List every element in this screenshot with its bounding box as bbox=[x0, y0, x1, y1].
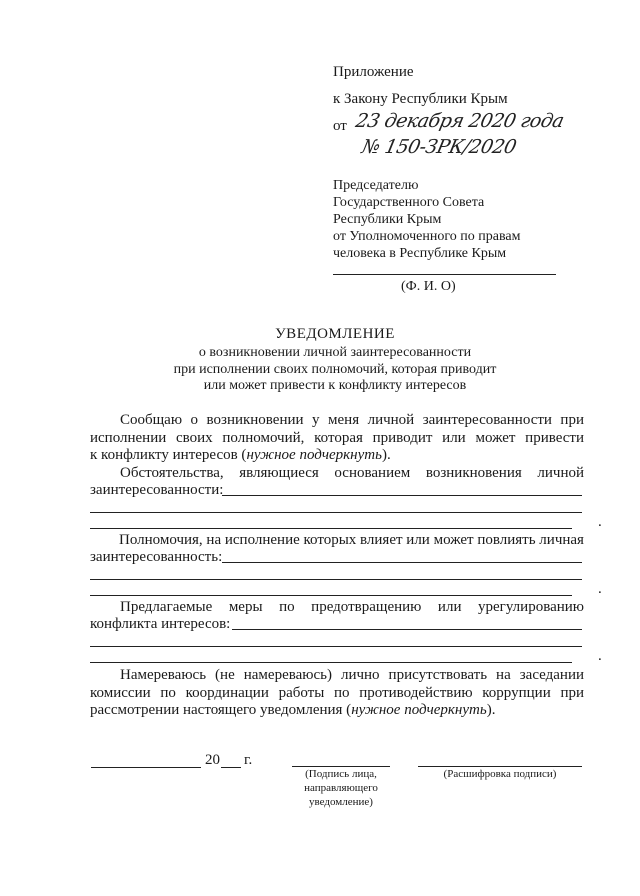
measures-blank-2[interactable] bbox=[90, 646, 582, 647]
p4-line-1: Предлагаемые меры по предотвращению или урегулированию bbox=[120, 599, 584, 615]
addressee-line-3: Республики Крым bbox=[333, 212, 442, 227]
year-suffix: г. bbox=[244, 752, 253, 768]
addressee-line-2: Государственного Совета bbox=[333, 195, 485, 210]
date-prefix: от bbox=[333, 118, 347, 134]
circumstances-blank-1[interactable] bbox=[222, 495, 582, 496]
date-blank-line[interactable] bbox=[91, 767, 201, 768]
p2-line-2-label: заинтересованности: bbox=[90, 482, 224, 498]
circumstances-blank-3[interactable] bbox=[90, 528, 572, 529]
powers-blank-1[interactable] bbox=[222, 562, 582, 563]
addressee-line-1: Председателю bbox=[333, 178, 419, 193]
signature-caption-2: направляющего bbox=[304, 782, 378, 794]
measures-blank-3[interactable] bbox=[90, 662, 572, 663]
signature-decoding-caption: (Расшифровка подписи) bbox=[443, 768, 557, 780]
p4-line-2-label: конфликта интересов: bbox=[90, 616, 231, 632]
p3-line-1: Полномочия, на исполнение которых влияет или может повлиять личная bbox=[119, 532, 584, 548]
notice-subtitle-2: при исполнении своих полномочий, которая приводит bbox=[173, 362, 497, 377]
fio-caption: (Ф. И. О) bbox=[401, 279, 456, 294]
notice-subtitle-1: о возникновении личной заинтересованности bbox=[198, 345, 472, 360]
addressee-line-5: человека в Республике Крым bbox=[333, 246, 507, 261]
law-reference: к Закону Республики Крым bbox=[333, 91, 508, 107]
powers-blank-3[interactable] bbox=[90, 595, 572, 596]
p2-line-1: Обстоятельства, являющиеся основанием возникновения личной bbox=[120, 465, 584, 481]
handwritten-date: 23 декабря 2020 года bbox=[353, 110, 566, 132]
p3-line-2-label: заинтересованность: bbox=[90, 549, 223, 565]
signature-caption-1: (Подпись лица, bbox=[305, 768, 377, 780]
fio-blank-line[interactable] bbox=[333, 274, 556, 275]
circumstances-period: . bbox=[598, 514, 602, 530]
powers-blank-2[interactable] bbox=[90, 579, 582, 580]
notice-subtitle-3: или может привести к конфликту интересов bbox=[203, 378, 467, 393]
p5-line-2: комиссии по координации работы по противодействию коррупции при bbox=[90, 685, 584, 701]
addressee-line-4: от Уполномоченного по правам bbox=[333, 229, 521, 244]
p1-line-3: к конфликту интересов (нужное подчеркнуть). bbox=[90, 447, 391, 463]
signature-caption-3: уведомление) bbox=[309, 796, 373, 808]
handwritten-law-number: № 150-ЗРК/2020 bbox=[359, 136, 519, 158]
appendix-label: Приложение bbox=[333, 64, 414, 80]
notice-title: УВЕДОМЛЕНИЕ bbox=[275, 326, 395, 342]
p1-line-2: исполнении своих полномочий, которая приводит или может привести bbox=[90, 430, 584, 446]
p1-line-1: Сообщаю о возникновении у меня личной заинтересованности при bbox=[120, 412, 584, 428]
year-prefix: 20 bbox=[205, 752, 220, 768]
circumstances-blank-2[interactable] bbox=[90, 512, 582, 513]
powers-period: . bbox=[598, 581, 602, 597]
measures-blank-1[interactable] bbox=[232, 629, 582, 630]
p5-line-3: рассмотрении настоящего уведомления (нужное подчеркнуть). bbox=[90, 702, 496, 718]
p5-line-1: Намереваюсь (не намереваюсь) лично присутствовать на заседании bbox=[120, 667, 584, 683]
measures-period: . bbox=[598, 648, 602, 664]
year-blank-line[interactable] bbox=[221, 767, 241, 768]
